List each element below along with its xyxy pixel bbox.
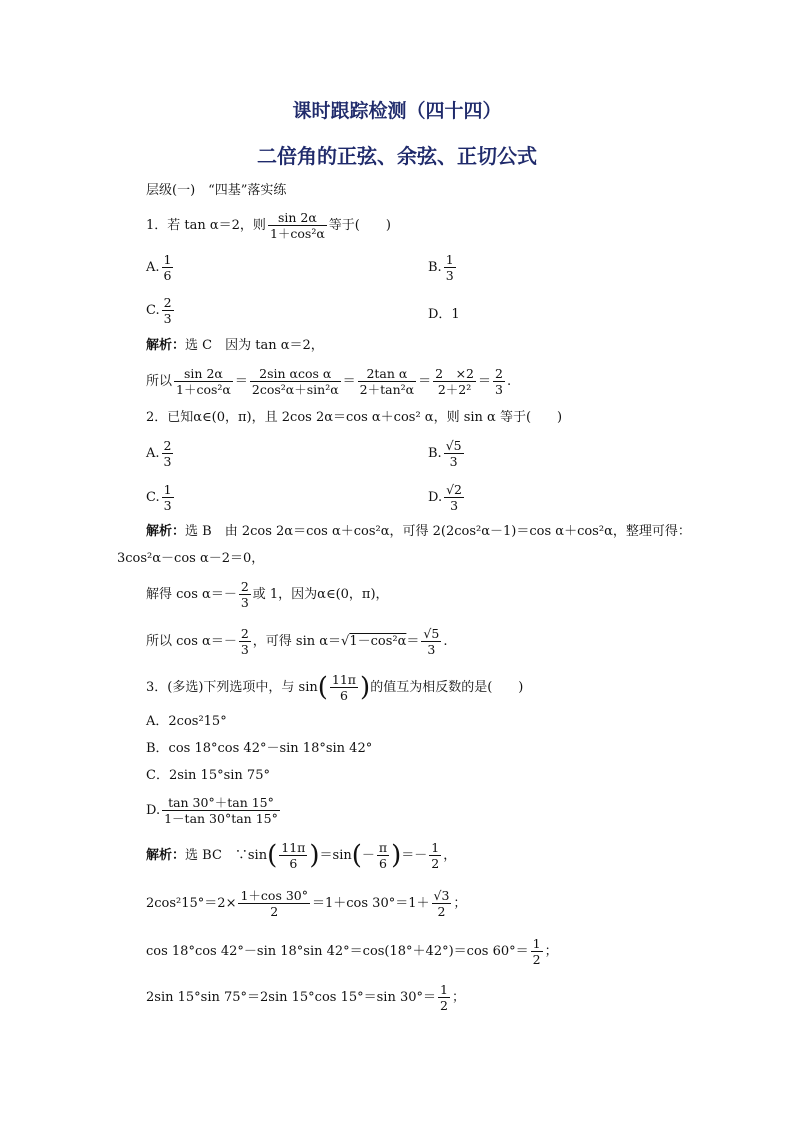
q2-solution-line3: 解得 cos α＝－ $\frac{2}{3}$ 或 1，因为α∈(0，π)， [146, 579, 389, 610]
q1-fraction: $\frac{\sin 2\alpha}{\text{1＋cos²α}}$ [269, 210, 325, 241]
q1-option-b: B. $\frac{1}{3}$ [428, 252, 454, 283]
q3-solution-line4: 2sin 15°sin 75°＝2sin 15°cos 15°＝sin 30°＝ $\frac{1}{2}$ ； [146, 982, 465, 1013]
q2-option-a: A. $\frac{2}{3}$ [146, 438, 172, 469]
q2-option-c: C. $\frac{1}{3}$ [146, 482, 172, 513]
q1-option-c: C. $\frac{2}{3}$ [146, 295, 172, 326]
q1-option-a: A. $\frac{1}{6}$ [146, 252, 172, 283]
q2-stem: 2．已知α∈(0，π)，且 2cos 2α＝cos α＋cos² α，则 sin α 等于( ) [146, 410, 563, 425]
q1-stem: 1．若 tan α＝2，则 $\frac{\sin 2\alpha}{\text{1＋cos²α}}$ 等于( ) [146, 210, 391, 241]
q3-solution-line3: cos 18°cos 42°－sin 18°sin 42°＝cos(18°＋42°)＝cos 60°＝ $\frac{1}{2}$ ； [146, 936, 558, 967]
q3-solution-line1: 解析：选 BC ∵sin( $\frac{11\pi}{6}$ )＝sin(－ $\frac{\pi}{6}$ )＝－ $\frac{1}{2}$ ， [146, 840, 457, 871]
page-subtitle: 二倍角的正弦、余弦、正切公式 [257, 144, 537, 168]
q3-solution-line2: 2cos²15°＝2× $\frac{1+\cos 30^\circ}{2}$ ＝1＋cos 30°＝1＋ $\frac{√3}{2}$ ； [146, 888, 467, 919]
q1-option-d: D．1 [428, 307, 460, 322]
q2-option-b: B. $\frac{√5}{3}$ [428, 438, 462, 469]
q2-solution-line1: 解析：选 B 由 2cos 2α＝cos α＋cos²α，可得 2(2cos²α－1)＝cos α＋cos²α，整理可得： [146, 524, 691, 539]
q3-stem: 3．(多选)下列选项中，与 sin( $\frac{11\pi}{6}$ )的值互为相反数的是( ) [146, 672, 524, 703]
page-title: 课时跟踪检测（四十四） [292, 100, 502, 122]
q1-solution-calc: 所以 $\frac{\sin 2\alpha}{\text{1＋cos²α}}$ ＝ $\frac{\text{2sin αcos α}}{\text{2cos²α＋sin²α}}$ ＝ $\frac{\text{2tan α}}{\text{2＋tan²α}}$ ＝ $\frac{2 \times 2}{\text{2＋2²}}$ ＝ $\frac{2}{3}$ . [146, 366, 512, 397]
q3-option-b: B．cos 18°cos 42°－sin 18°sin 42° [146, 741, 373, 756]
q3-option-c: C．2sin 15°sin 75° [146, 768, 270, 783]
q3-option-a: A．2cos²15° [146, 714, 227, 729]
section-heading: 层级(一) “四基”落实练 [146, 183, 287, 198]
q2-option-d: D. $\frac{√2}{3}$ [428, 482, 463, 513]
q2-solution-line4: 所以 cos α＝－ $\frac{2}{3}$ ，可得 sin α＝√1－cos²α＝ $\frac{√5}{3}$ . [146, 626, 448, 657]
q1-solution-intro: 解析：选 C 因为 tan α＝2， [146, 338, 324, 353]
q3-option-d: D. $\frac{\tan 30^\circ+\tan 15^\circ}{1-\tan 30^\circ\tan 15^\circ}$ [146, 795, 278, 826]
q2-solution-line2: 3cos²α－cos α－2＝0， [117, 551, 265, 566]
